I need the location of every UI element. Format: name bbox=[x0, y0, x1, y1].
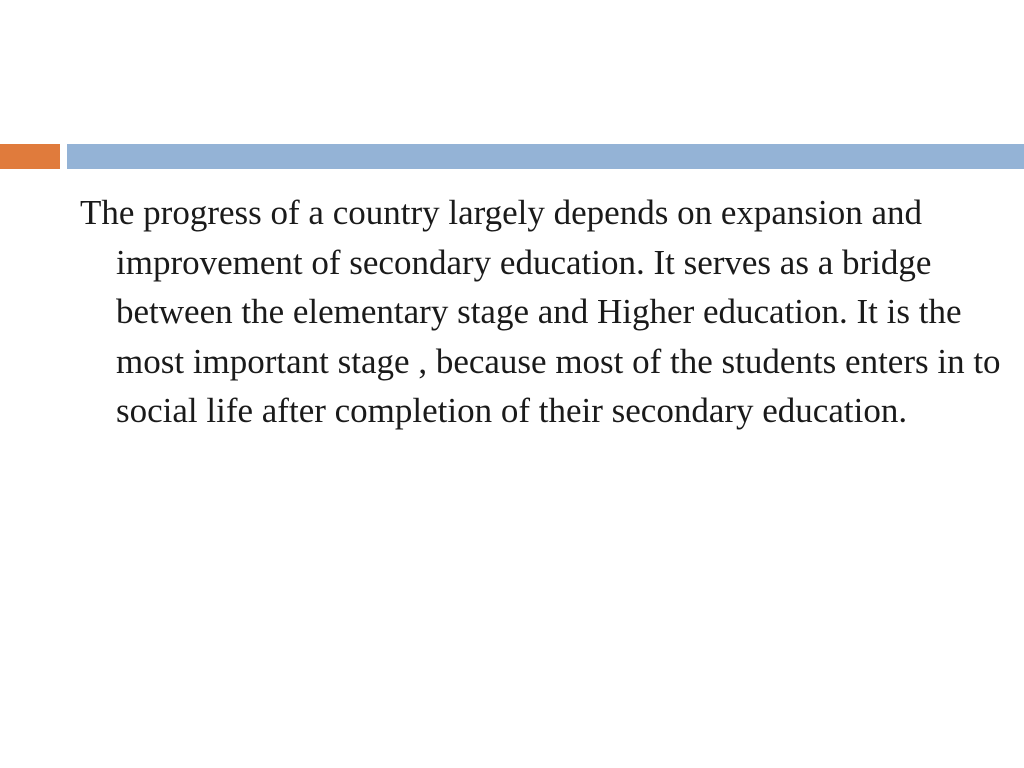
accent-bar-orange bbox=[0, 144, 60, 169]
slide-body-text: The progress of a country largely depends on expansion and improvement of secondary education. It serves as a bridge between the elementary stage and Higher education. It is the most important stage , because most of the students enters in to social life after completion of their secondary education. bbox=[80, 193, 1001, 430]
accent-bar-blue bbox=[67, 144, 1024, 169]
